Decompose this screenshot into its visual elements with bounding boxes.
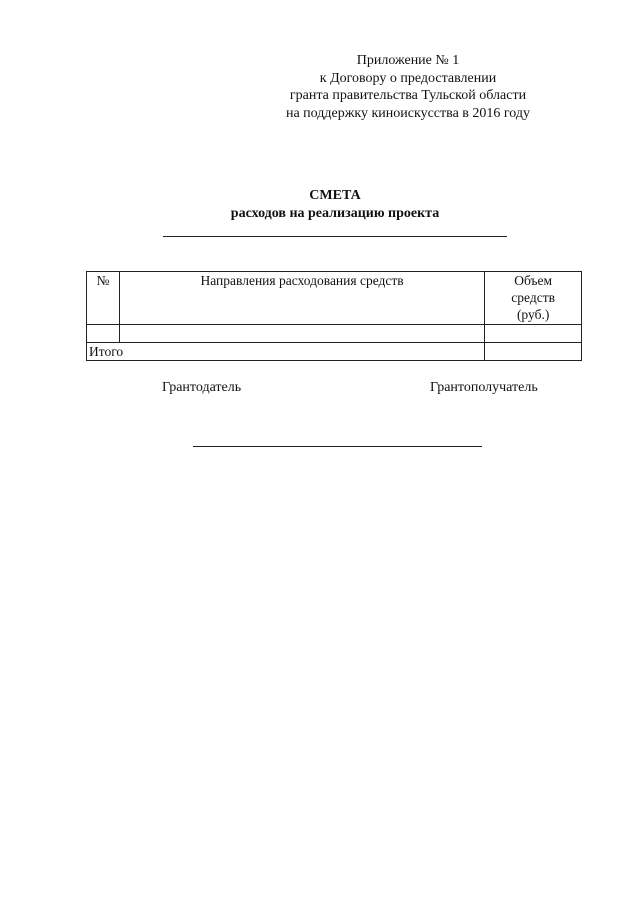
total-row (87, 343, 582, 361)
grantee-label: Грантополучатель (430, 380, 538, 395)
appendix-header (238, 52, 578, 122)
header-number: № (87, 272, 120, 325)
title-main: СМЕТА (309, 188, 361, 203)
appendix-line-3: гранта правительства Тульской области (289, 88, 527, 103)
table-row (87, 325, 582, 343)
total-label: Итого (87, 343, 485, 361)
appendix-line-2: к Договору о предоставлении (319, 70, 497, 86)
appendix-line-4: на поддержку киноискусства в 2016 году (285, 105, 531, 121)
table-header-row (87, 272, 582, 325)
budget-table (86, 271, 582, 361)
header-volume (485, 272, 582, 325)
header-directions: Направления расходования средств (119, 272, 484, 325)
appendix-line-1: Приложение № 1 (356, 53, 460, 68)
row-number-cell (87, 325, 120, 343)
row-direction-cell (119, 325, 484, 343)
project-name-line (163, 236, 507, 237)
header-volume-line-3: (руб.) (516, 307, 550, 322)
document-title (0, 187, 640, 223)
title-sub: расходов на реализацию проекта (230, 206, 440, 221)
signature-line (193, 446, 482, 447)
header-volume-line-1: Объем (514, 273, 553, 288)
row-volume-cell (485, 325, 582, 343)
total-value (485, 343, 582, 361)
header-volume-line-2: средств (511, 290, 555, 305)
grantor-label: Грантодатель (162, 380, 242, 395)
